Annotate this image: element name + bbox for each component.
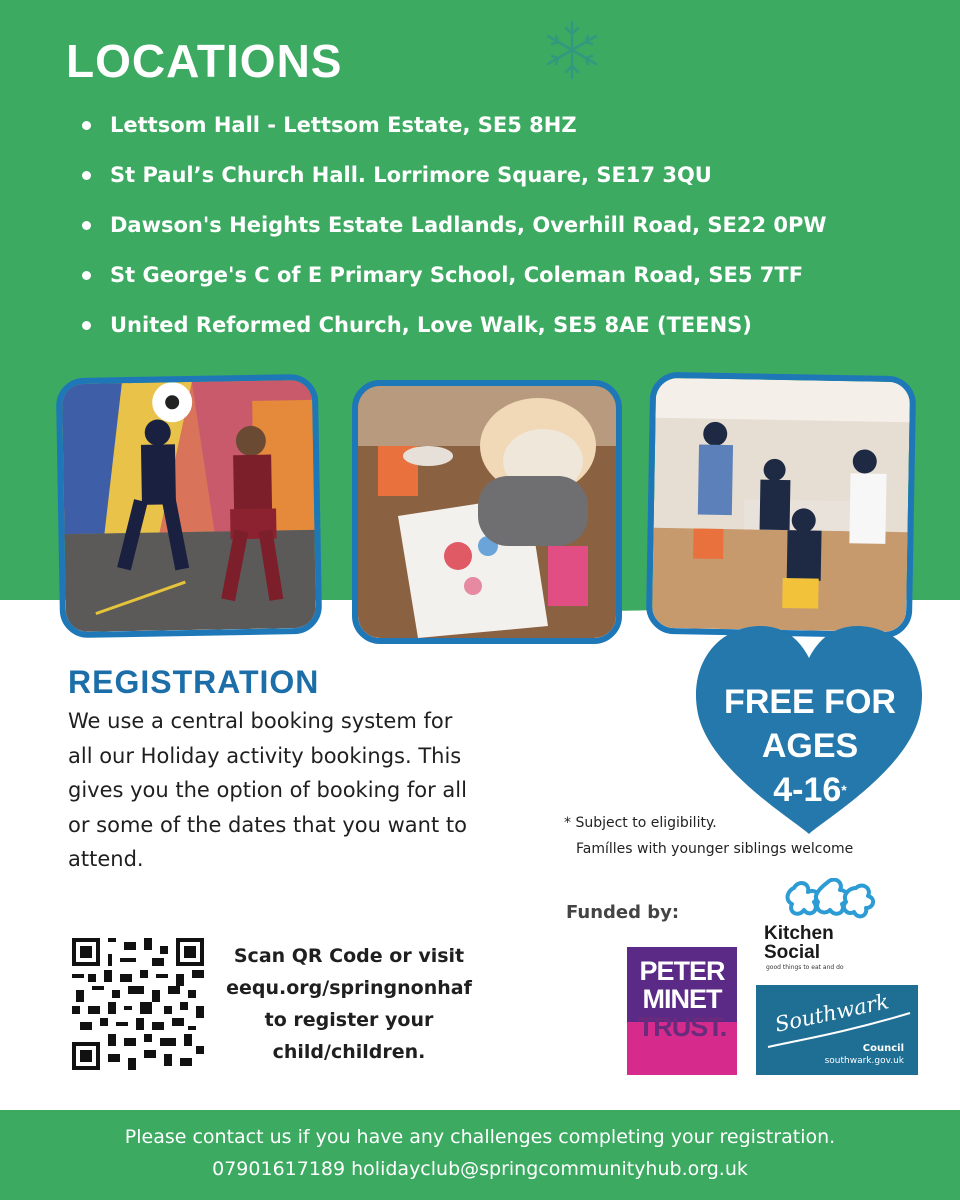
photo-football xyxy=(56,374,322,639)
logo-line: MINET xyxy=(642,984,722,1014)
registration-title: REGISTRATION xyxy=(68,664,320,700)
eligibility-line: * Subject to eligibility. xyxy=(564,815,717,831)
council-label: Council xyxy=(862,1043,904,1054)
offer-line: AGES xyxy=(761,727,859,765)
bullet-icon xyxy=(82,221,91,230)
siblings-line: Famílles with younger siblings welcome xyxy=(576,841,854,857)
scan-instructions xyxy=(214,940,484,1068)
kitchen-social-tagline: good things to eat and do xyxy=(766,964,844,971)
logo-line: PETER xyxy=(639,956,725,986)
kitchen-line: Kitchen xyxy=(764,923,834,944)
list-item xyxy=(80,310,827,360)
kitchen-social-logo xyxy=(758,878,882,974)
locations-title: LOCATIONS xyxy=(66,35,343,87)
locations-list xyxy=(80,110,827,360)
bullet-icon xyxy=(82,271,91,280)
registration-link[interactable]: eequ.org/springnonhaf xyxy=(226,977,472,999)
list-item xyxy=(80,160,827,210)
offer-ages xyxy=(700,768,920,812)
funded-by-label: Funded by: xyxy=(566,902,680,923)
location-text: United Reformed Church, Love Walk, SE5 8AE (TEENS) xyxy=(110,313,752,337)
offer-line: FREE FOR xyxy=(724,683,896,721)
southwark-script: Southwark xyxy=(772,989,892,1037)
registration-body: We use a central booking system for all our Holiday activity bookings. This gives you the option of booking for all or some of the dates that you want to attend. xyxy=(68,709,467,871)
kitchen-line: Social xyxy=(764,942,820,963)
photo-hall xyxy=(646,372,917,639)
southwark-council-logo xyxy=(756,985,918,1075)
scan-line: child/children. xyxy=(272,1041,426,1063)
council-url: southwark.gov.uk xyxy=(824,1056,904,1066)
list-item xyxy=(80,110,827,160)
offer-asterisk: * xyxy=(841,782,847,798)
scan-line: Scan QR Code or visit xyxy=(233,945,465,967)
list-item xyxy=(80,210,827,260)
footer-contact-details[interactable]: 07901617189 holidayclub@springcommunityhub.org.uk xyxy=(212,1158,748,1180)
bullet-icon xyxy=(82,321,91,330)
location-text: St Paul’s Church Hall. Lorrimore Square, SE17 3QU xyxy=(110,163,712,187)
snowflake-icon xyxy=(540,18,604,82)
eligibility-note xyxy=(564,810,853,862)
offer-line: 4-16 xyxy=(773,771,842,809)
location-text: St George's C of E Primary School, Coleman Road, SE5 7TF xyxy=(110,263,804,287)
bullet-icon xyxy=(82,171,91,180)
peter-minet-trust-logo xyxy=(627,947,737,1075)
bullet-icon xyxy=(82,121,91,130)
location-text: Dawson's Heights Estate Ladlands, Overhill Road, SE22 0PW xyxy=(110,213,827,237)
footer xyxy=(0,1110,960,1200)
list-item xyxy=(80,260,827,310)
photo-crafts xyxy=(352,380,622,644)
footer-contact-message: Please contact us if you have any challenges completing your registration. xyxy=(124,1126,836,1148)
kitchen-social-name xyxy=(764,924,854,962)
location-text: Lettsom Hall - Lettsom Estate, SE5 8HZ xyxy=(110,113,577,137)
scan-line: to register your xyxy=(264,1009,434,1031)
logo-line: TRUST. xyxy=(637,1012,727,1042)
free-offer xyxy=(700,680,920,812)
qr-code-icon[interactable] xyxy=(72,938,204,1070)
